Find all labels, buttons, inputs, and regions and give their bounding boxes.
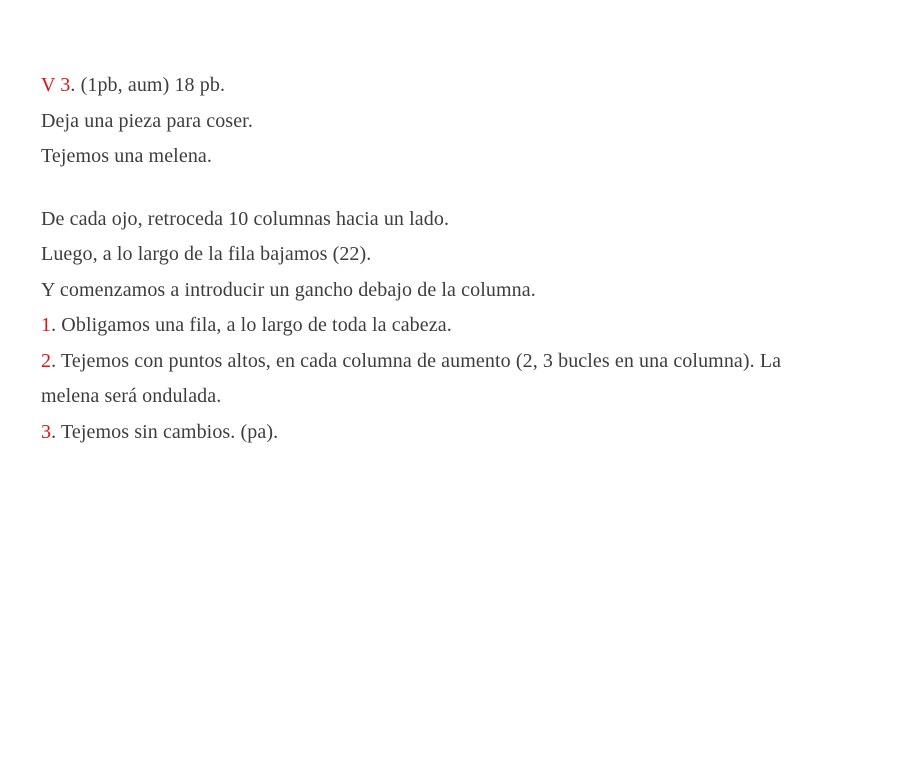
row-header-line <box>41 68 877 104</box>
line-text: Tejemos una melena. <box>41 145 212 167</box>
line-text: Deja una pieza para coser. <box>41 109 253 132</box>
line-text: melena será ondulada. <box>41 385 222 407</box>
text-line <box>41 237 877 273</box>
line-text: Luego, a lo largo de la fila bajamos (22). <box>41 243 372 265</box>
numbered-step-1 <box>41 308 877 344</box>
line-text: Y comenzamos a introducir un gancho debajo de la columna. <box>41 278 536 301</box>
line-text: . Obligamos una fila, a lo largo de toda la cabeza. <box>51 314 452 336</box>
text-line <box>41 104 877 140</box>
text-line <box>41 273 877 309</box>
text-line <box>41 202 877 238</box>
line-text: De cada ojo, retroceda 10 columnas hacia un lado. <box>41 207 450 230</box>
step-number: 1 <box>41 314 52 336</box>
text-line <box>41 139 877 175</box>
numbered-step-2 <box>41 344 877 380</box>
numbered-step-2-continuation <box>41 379 877 415</box>
line-text: . Tejemos sin cambios. (pa). <box>51 420 279 443</box>
row-marker: V 3 <box>41 74 71 96</box>
numbered-step-3 <box>41 415 877 451</box>
step-number: 2 <box>41 349 52 372</box>
paragraph-break <box>41 175 877 202</box>
line-text: . (1pb, aum) 18 pb. <box>70 74 226 96</box>
step-number: 3 <box>41 420 52 443</box>
line-text: . Tejemos con puntos altos, en cada columna de aumento (2, 3 bucles en una columna). La <box>51 349 782 372</box>
